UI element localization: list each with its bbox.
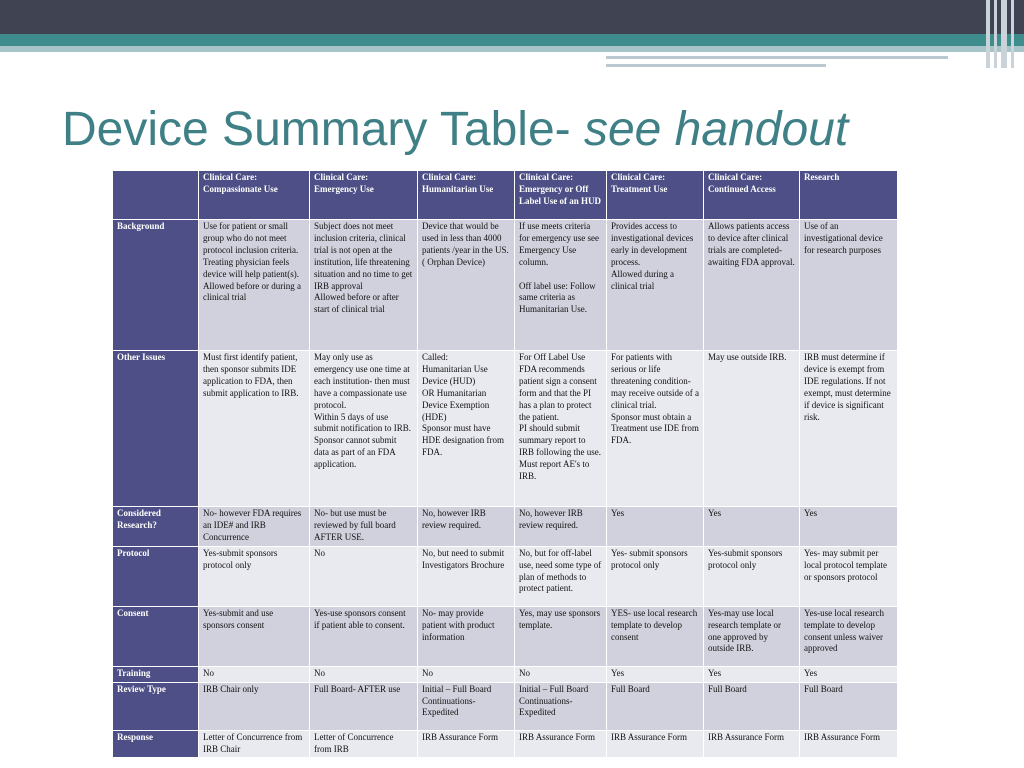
table-cell: Yes [704,666,800,682]
table-cell: YES- use local research template to develop consent [607,606,704,666]
table-cell: Yes- submit sponsors protocol only [607,546,704,606]
table-cell: Use of an investigational device for research purposes [800,220,898,351]
decorative-rule-1 [606,56,948,59]
header-dark-bar [0,0,1024,34]
table-cell: No- may provide patient with product information [418,606,515,666]
table-cell: No, but need to submit Investigators Brochure [418,546,515,606]
header-cell-emergency-off-label-hud: Clinical Care: Emergency or Off Label Use of an HUD [515,171,607,220]
table-row-background [113,220,898,351]
table-cell: Called: Humanitarian Use Device (HUD) OR Humanitarian Device Exemption (HDE) Sponsor must have HDE designation from FDA. [418,351,515,507]
table-cell: Must first identify patient, then sponsor submits IDE application to FDA, then submit application to IRB. [199,351,310,507]
table-cell: Yes-use sponsors consent if patient able to consent. [310,606,418,666]
table-cell: IRB Assurance Form [607,730,704,758]
table-cell: No [515,666,607,682]
row-label: Other Issues [113,351,199,507]
decorative-rule-2 [606,64,826,67]
table-row-other-issues [113,351,898,507]
table-cell: Letter of Concurrence from IRB Chair [199,730,310,758]
row-label: Training [113,666,199,682]
header-light-band [0,46,1024,52]
row-label: Review Type [113,682,199,730]
header-cell-corner [113,171,199,220]
table-cell: Yes [607,507,704,547]
table-cell: Use for patient or small group who do not meet protocol inclusion criteria. Treating physician feels device will help patient(s). Allowed before or during a clinical trial [199,220,310,351]
table-cell: Yes-use local research template to develop consent unless waiver approved [800,606,898,666]
table-cell: Yes- may submit per local protocol template or sponsors protocol [800,546,898,606]
table-cell: Yes [704,507,800,547]
table-cell: No [310,546,418,606]
table-cell: Yes, may use sponsors template. [515,606,607,666]
table-cell: Yes [607,666,704,682]
decorative-lines [984,0,1024,68]
title-emphasis: see handout [583,103,849,156]
header-teal-band [0,34,1024,46]
table-cell: Yes-may use local research template or one approved by outside IRB. [704,606,800,666]
table-cell: Yes-submit sponsors protocol only [199,546,310,606]
table-cell: Full Board [607,682,704,730]
table-row-considered-research [113,507,898,547]
header-cell-humanitarian-use: Clinical Care: Humanitarian Use [418,171,515,220]
page-title [62,100,848,160]
table-cell: IRB Assurance Form [418,730,515,758]
table-cell: For Off Label Use FDA recommends patient sign a consent form and that the PI has a plan to protect the patient. PI should submit summary report to IRB following the use. Must report AE's to IRB. [515,351,607,507]
table-cell: Yes-submit and use sponsors consent [199,606,310,666]
table-cell: IRB must determine if device is exempt from IDE regulations. If not exempt, must determine if device is significant risk. [800,351,898,507]
table-cell: IRB Assurance Form [515,730,607,758]
table-cell: Letter of Concurrence from IRB [310,730,418,758]
header-cell-compassionate-use: Clinical Care: Compassionate Use [199,171,310,220]
row-label: Background [113,220,199,351]
table-row-review-type [113,682,898,730]
table-cell: IRB Assurance Form [800,730,898,758]
table-cell: Yes [800,666,898,682]
row-label: Considered Research? [113,507,199,547]
header-cell-treatment-use: Clinical Care: Treatment Use [607,171,704,220]
table-cell: Allows patients access to device after clinical trials are completed- awaiting FDA approval. [704,220,800,351]
table-cell: No [418,666,515,682]
header-cell-emergency-use: Clinical Care: Emergency Use [310,171,418,220]
table-cell: No, but for off-label use, need some type of plan of methods to protect patient. [515,546,607,606]
header-cell-continued-access: Clinical Care: Continued Access [704,171,800,220]
table-cell: Full Board [704,682,800,730]
table-cell: No- however FDA requires an IDE# and IRB Concurrence [199,507,310,547]
table-cell: IRB Chair only [199,682,310,730]
table-row-protocol [113,546,898,606]
table-cell: Initial – Full Board Continuations- Expedited [418,682,515,730]
title-main: Device Summary Table- [62,103,584,156]
table-cell: No- but use must be reviewed by full board AFTER USE. [310,507,418,547]
table-cell: Initial – Full Board Continuations- Expedited [515,682,607,730]
table-cell: Yes [800,507,898,547]
table-cell: If use meets criteria for emergency use see Emergency Use column. Off label use: Follow same criteria as Humanitarian Use. [515,220,607,351]
table-cell: No, however IRB review required. [515,507,607,547]
table-cell: Yes-submit sponsors protocol only [704,546,800,606]
table-cell: Subject does not meet inclusion criteria, clinical trial is not open at the institution, life threatening situation and no time to get IRB approval Allowed before or after start of clinical trial [310,220,418,351]
row-label: Consent [113,606,199,666]
row-label: Response [113,730,199,758]
table-cell: No [310,666,418,682]
header-cell-research: Research [800,171,898,220]
table-cell: IRB Assurance Form [704,730,800,758]
table-row-response [113,730,898,758]
table-cell: Full Board [800,682,898,730]
table-cell: Device that would be used in less than 4000 patients /year in the US. ( Orphan Device) [418,220,515,351]
table-row-training [113,666,898,682]
table-cell: No, however IRB review required. [418,507,515,547]
table-cell: For patients with serious or life threatening condition- may receive outside of a clinical trial. Sponsor must obtain a Treatment use IDE from FDA. [607,351,704,507]
table-cell: Full Board- AFTER use [310,682,418,730]
table-header-row [113,171,898,220]
table-row-consent [113,606,898,666]
table-cell: Provides access to investigational devices early in development process. Allowed during a clinical trial [607,220,704,351]
table-cell: No [199,666,310,682]
table-cell: May use outside IRB. [704,351,800,507]
table-cell: May only use as emergency use one time at each institution- then must have a compassionate use protocol. Within 5 days of use submit notification to IRB. Sponsor cannot submit data as part of an FDA application. [310,351,418,507]
row-label: Protocol [113,546,199,606]
device-summary-table [112,170,898,758]
